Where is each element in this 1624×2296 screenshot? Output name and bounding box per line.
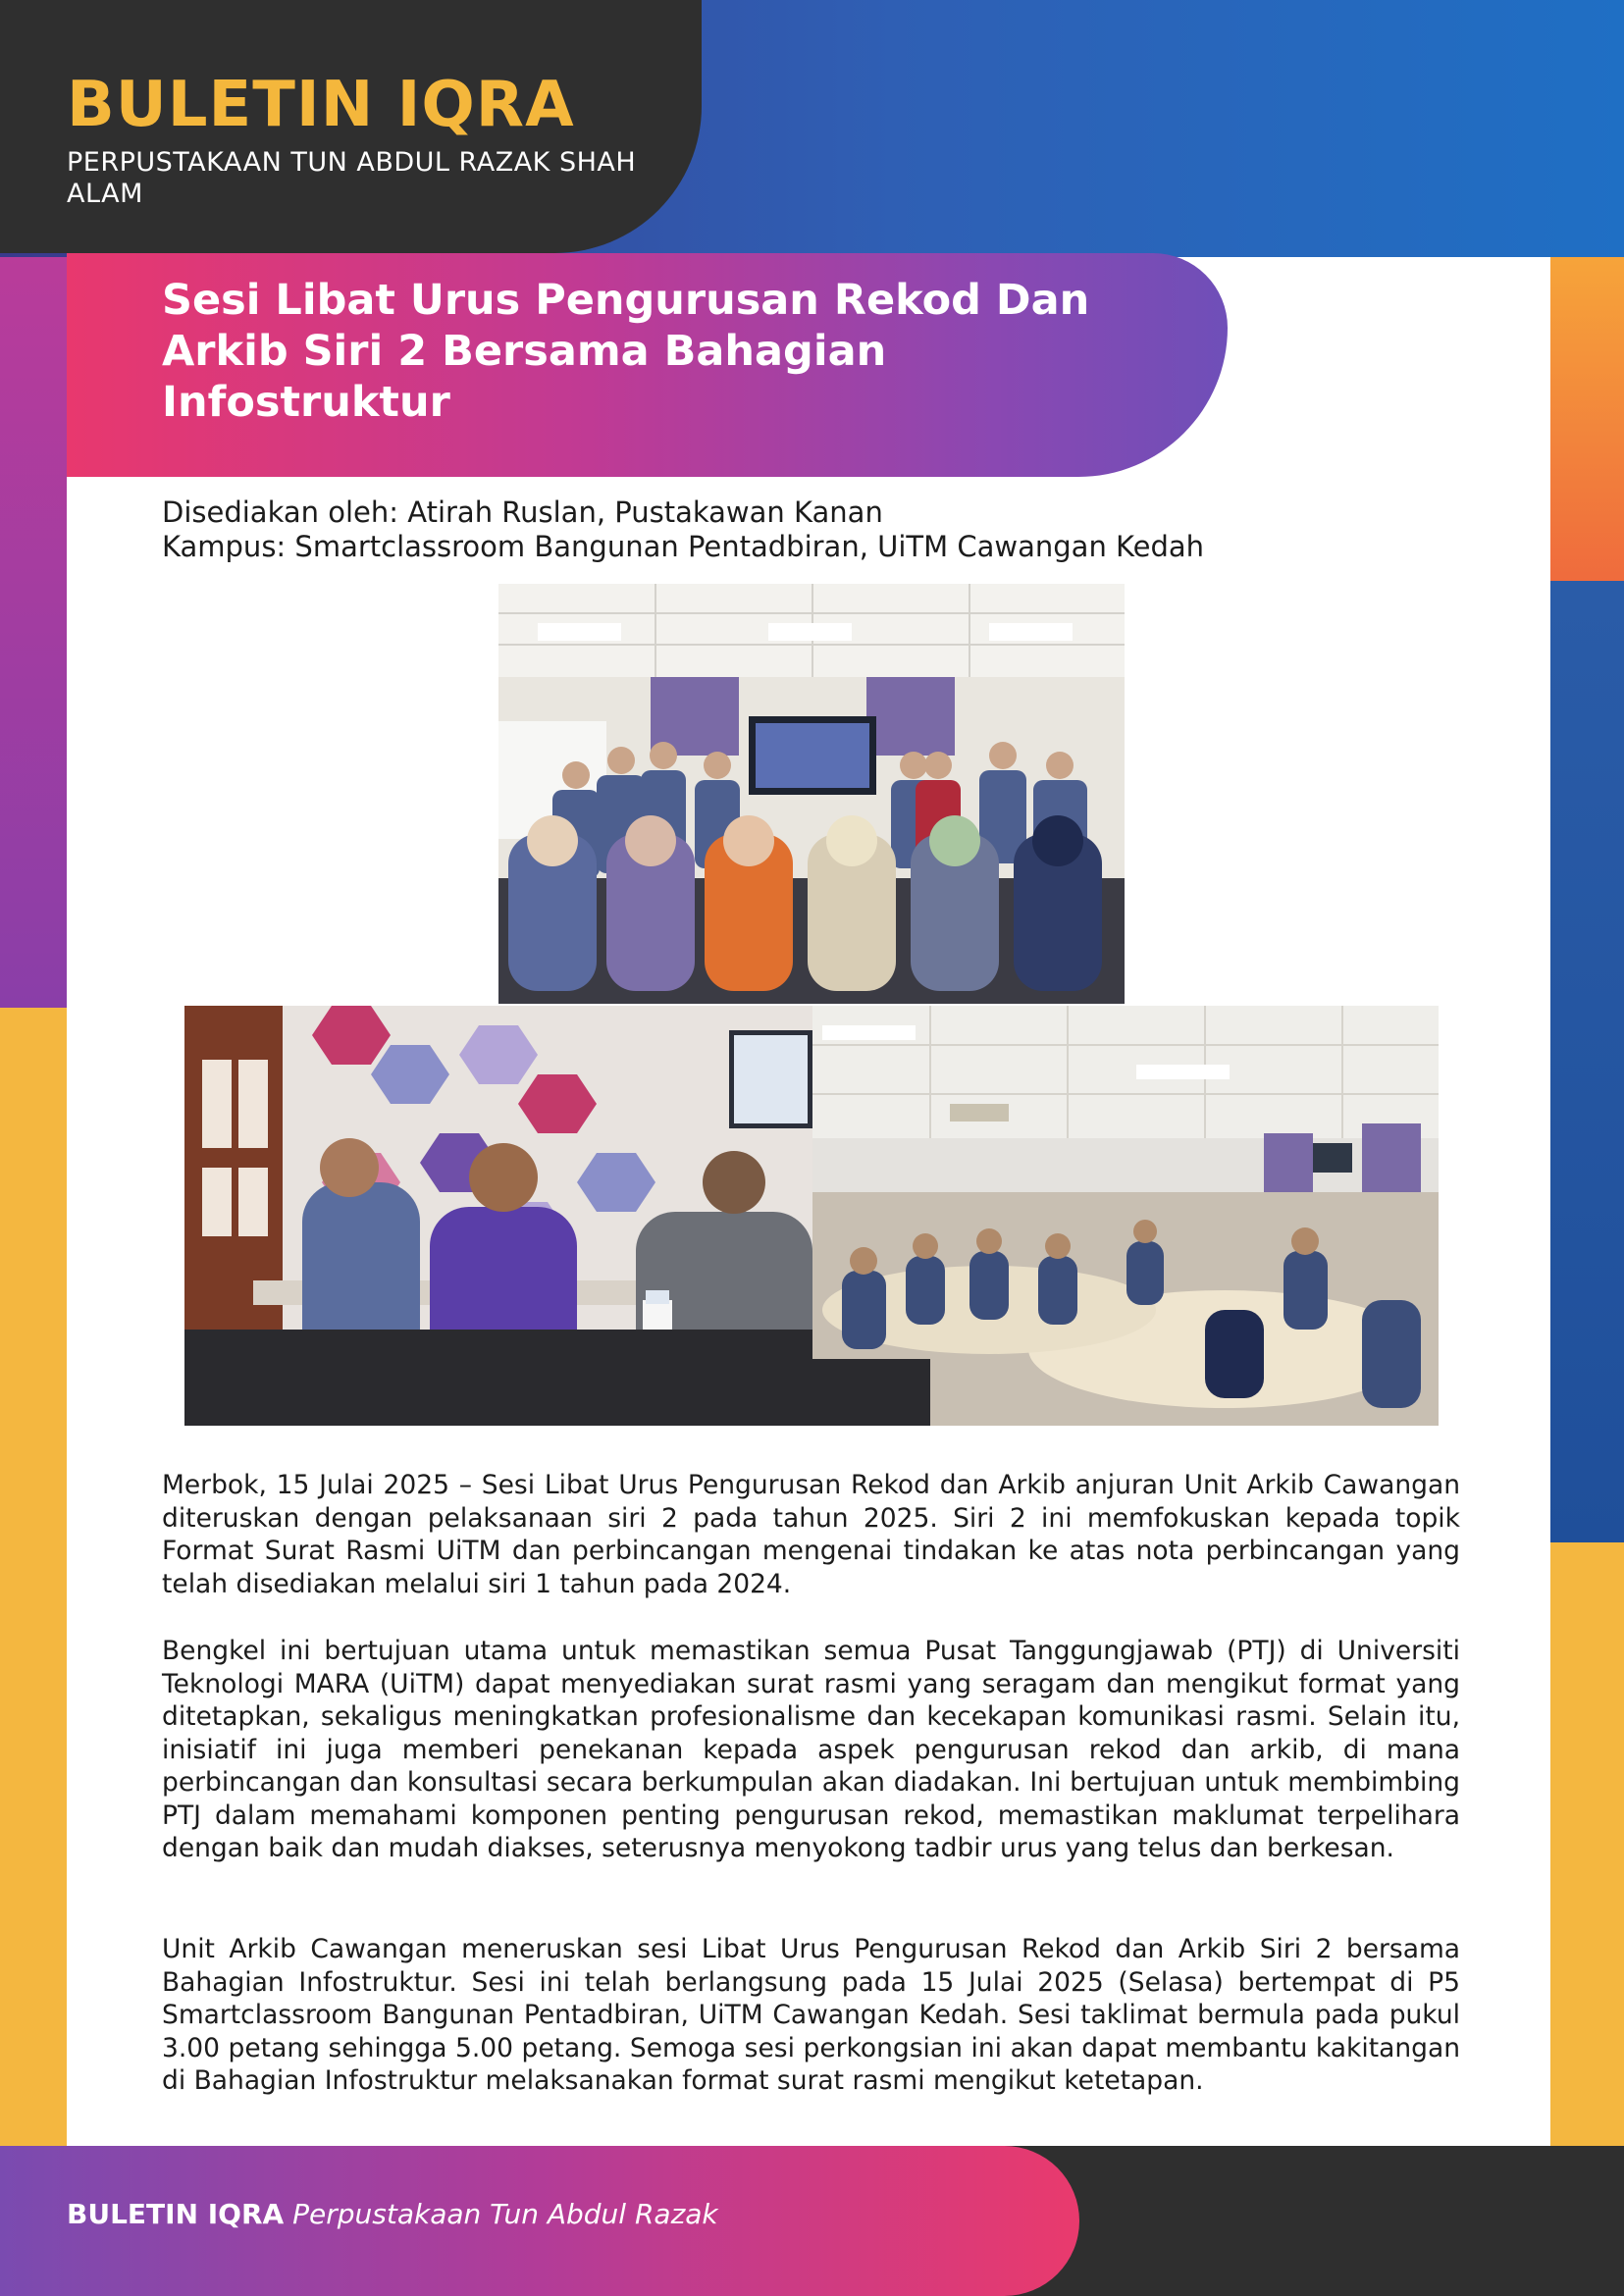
article-title: Sesi Libat Urus Pengurusan Rekod Dan Arkib Siri 2 Bersama Bahagian Infostruktur bbox=[162, 276, 1090, 427]
article-campus: Kampus: Smartclassroom Bangunan Pentadbiran, UiTM Cawangan Kedah bbox=[162, 530, 1205, 563]
newsletter-title: BULETIN IQRA bbox=[67, 69, 575, 141]
left-decorative-stripe-yellow bbox=[0, 1008, 67, 2146]
footer-brand: BULETIN IQRA bbox=[67, 2198, 285, 2230]
footer-tagline: Perpustakaan Tun Abdul Razak bbox=[292, 2198, 718, 2230]
left-decorative-stripe bbox=[0, 257, 67, 1008]
right-decorative-stripe-yellow bbox=[1550, 1542, 1624, 2146]
article-author: Disediakan oleh: Atirah Ruslan, Pustakawan Kanan bbox=[162, 496, 883, 529]
meeting-photo-left bbox=[184, 1006, 812, 1426]
footer-label bbox=[67, 2198, 718, 2230]
article-paragraph: Unit Arkib Cawangan meneruskan sesi Libat Urus Pengurusan Rekod dan Arkib Siri 2 bersama Bahagian Infostruktur. Sesi ini telah berlangsung pada 15 Julai 2025 (Selasa) bertempat di P5 Smartclassroom Bangunan Pentadbiran, UiTM Cawangan Kedah. Sesi taklimat bermula pada pukul 3.00 petang sehingga 5.00 petang. Semoga sesi perkongsian ini akan dapat membantu kakitangan di Bahagian Infostruktur melaksanakan format surat rasmi mengikut ketetapan. bbox=[162, 1934, 1460, 2096]
newsletter-subtitle: PERPUSTAKAAN TUN ABDUL RAZAK SHAH ALAM bbox=[67, 147, 637, 209]
article-paragraph: Merbok, 15 Julai 2025 – Sesi Libat Urus Pengurusan Rekod dan Arkib anjuran Unit Arkib Cawangan diteruskan dengan pelaksanaan siri 2 pada tahun 2025. Siri 2 ini memfokuskan kepada topik Format Surat Rasmi UiTM dan perbincangan mengenai tindakan ke atas nota perbincangan yang telah disediakan melalui siri 1 tahun pada 2024. bbox=[162, 1470, 1460, 1599]
article-paragraph: Bengkel ini bertujuan utama untuk memastikan semua Pusat Tanggungjawab (PTJ) di Universiti Teknologi MARA (UiTM) dapat menyediakan surat rasmi yang seragam dan mengikut format yang ditetapkan, sekaligus meningkatkan profesionalisme dan kecekapan komunikasi rasmi. Selain itu, inisiatif ini juga memberi penekanan kepada aspek pengurusan rekod dan arkib, di mana perbincangan dan konsultasi secara berkumpulan akan diadakan. Ini bertujuan untuk membimbing PTJ dalam memahami komponen penting pengurusan rekod, memastikan maklumat terpelihara dengan baik dan mudah diakses, seterusnya menyokong tadbir urus yang telus dan berkesan. bbox=[162, 1636, 1460, 1863]
group-photo bbox=[498, 584, 1125, 1004]
classroom-photo-right bbox=[812, 1006, 1439, 1426]
right-decorative-stripe-blue bbox=[1550, 581, 1624, 1542]
right-decorative-stripe-orange bbox=[1550, 257, 1624, 581]
